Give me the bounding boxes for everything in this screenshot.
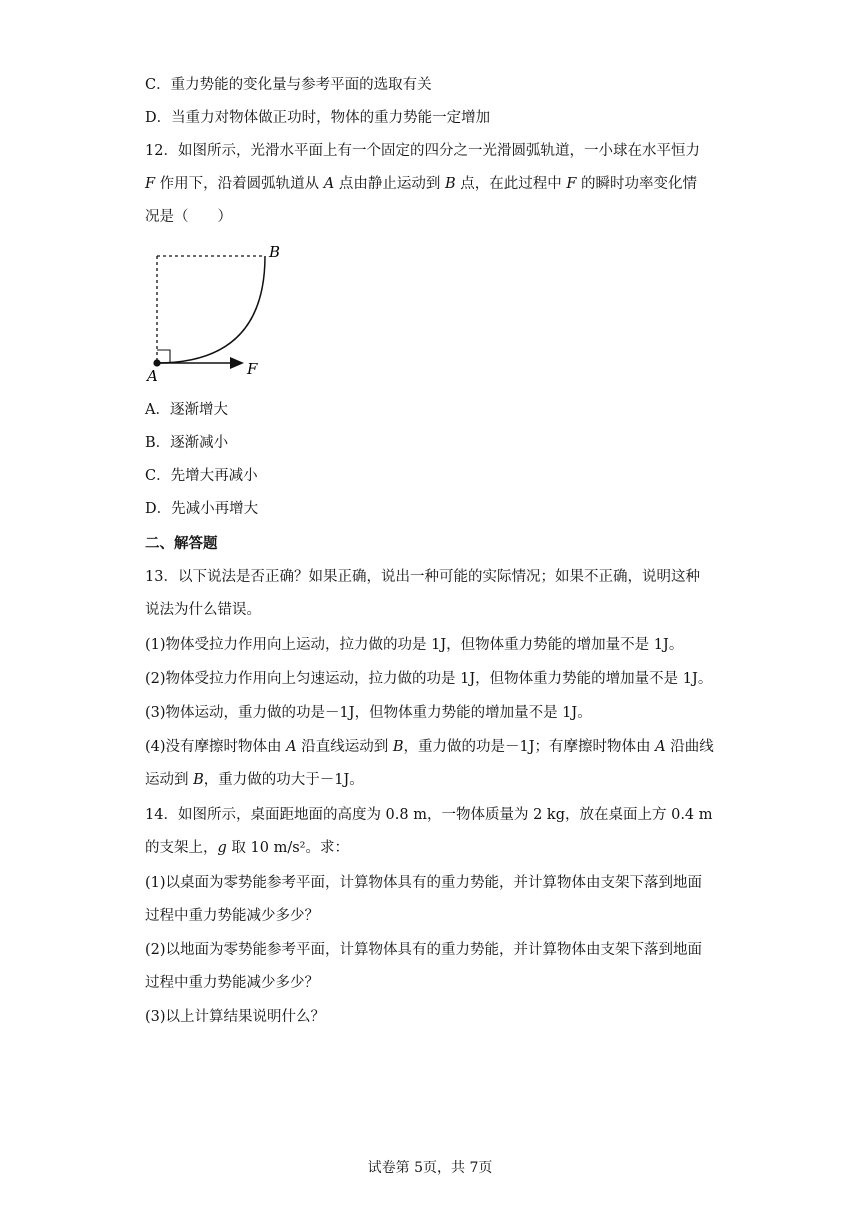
question-13-part4-line1: [145, 737, 714, 757]
question-14-part1-line2: 过程中重力势能减少多少？: [145, 908, 319, 924]
page-footer: 试卷第 5页，共 7页: [367, 1160, 493, 1176]
text: 取 10 m/s²。求：: [226, 840, 349, 856]
question-14-line2: [145, 838, 349, 858]
option-12b: B．逐渐减小: [145, 435, 229, 451]
text: 作用下，沿着圆弧轨道从: [155, 176, 324, 192]
option-12a: A．逐渐增大: [145, 402, 228, 418]
text: (4)没有摩擦时物体由: [145, 739, 287, 755]
question-14-part2-line2: 过程中重力势能减少多少？: [145, 975, 319, 991]
label-b: B: [269, 243, 280, 261]
question-13-part3: (3)物体运动，重力做的功是－1J，但物体重力势能的增加量不是 1J。: [145, 705, 592, 721]
text: 沿曲线: [665, 739, 714, 755]
question-13-part4-line2: [145, 770, 364, 790]
text: 点由静止运动到: [334, 176, 445, 192]
var-b: B: [392, 739, 404, 755]
question-13-part2: (2)物体受拉力作用向上匀速运动，拉力做的功是 1J，但物体重力势能的增加量不是 1J。: [145, 671, 713, 687]
option-12c: C．先增大再减小: [145, 468, 258, 484]
var-b: B: [444, 176, 456, 192]
text: 的瞬时功率变化情: [576, 176, 698, 192]
text: ，重力做的功大于－1J。: [203, 772, 364, 788]
var-a: A: [323, 176, 335, 192]
question-14-line1: 14．如图所示，桌面距地面的高度为 0.8 m，一物体质量为 2 kg，放在桌面上方 0.4 m: [145, 807, 713, 823]
var-b: B: [193, 772, 204, 788]
text: 点，在此过程中: [455, 176, 567, 192]
label-a: A: [147, 367, 158, 383]
arrow-head: [230, 357, 244, 369]
question-12-line2: [145, 174, 697, 194]
question-14-part1-line1: (1)以桌面为零势能参考平面，计算物体具有的重力势能，并计算物体由支架下落到地面: [145, 875, 703, 891]
ball: [153, 359, 160, 366]
option-11c: C．重力势能的变化量与参考平面的选取有关: [145, 77, 432, 93]
text: 沿直线运动到: [296, 739, 393, 755]
label-f: F: [247, 360, 258, 378]
arc-track: [157, 256, 265, 363]
text: ，重力做的功是－1J；有摩擦时物体由: [403, 739, 656, 755]
text: 运动到: [145, 772, 194, 788]
var-a: A: [286, 739, 297, 755]
question-13-part1: (1)物体受拉力作用向上运动，拉力做的功是 1J，但物体重力势能的增加量不是 1J。: [145, 637, 684, 653]
text: 的支架上，: [145, 840, 218, 856]
quarter-arc-figure: [140, 238, 280, 383]
section-title: 二、解答题: [145, 535, 218, 552]
question-13-line2: 说法为什么错误。: [145, 602, 261, 618]
question-12-line3: 况是（ ）: [145, 209, 232, 225]
var-a: A: [655, 739, 666, 755]
question-14-part2-line1: (2)以地面为零势能参考平面，计算物体具有的重力势能，并计算物体由支架下落到地面: [145, 942, 703, 958]
var-f: F: [145, 176, 156, 192]
var-f: F: [566, 176, 577, 192]
var-g: g: [217, 840, 227, 856]
option-12d: D．先减小再增大: [145, 501, 259, 517]
question-14-part3: (3)以上计算结果说明什么？: [145, 1009, 326, 1025]
option-11d: D．当重力对物体做正功时，物体的重力势能一定增加: [145, 110, 491, 126]
question-13-line1: 13．以下说法是否正确？如果正确，说出一种可能的实际情况；如果不正确，说明这种: [145, 569, 700, 585]
question-12-line1: 12．如图所示，光滑水平面上有一个固定的四分之一光滑圆弧轨道，一小球在水平恒力: [145, 143, 700, 159]
